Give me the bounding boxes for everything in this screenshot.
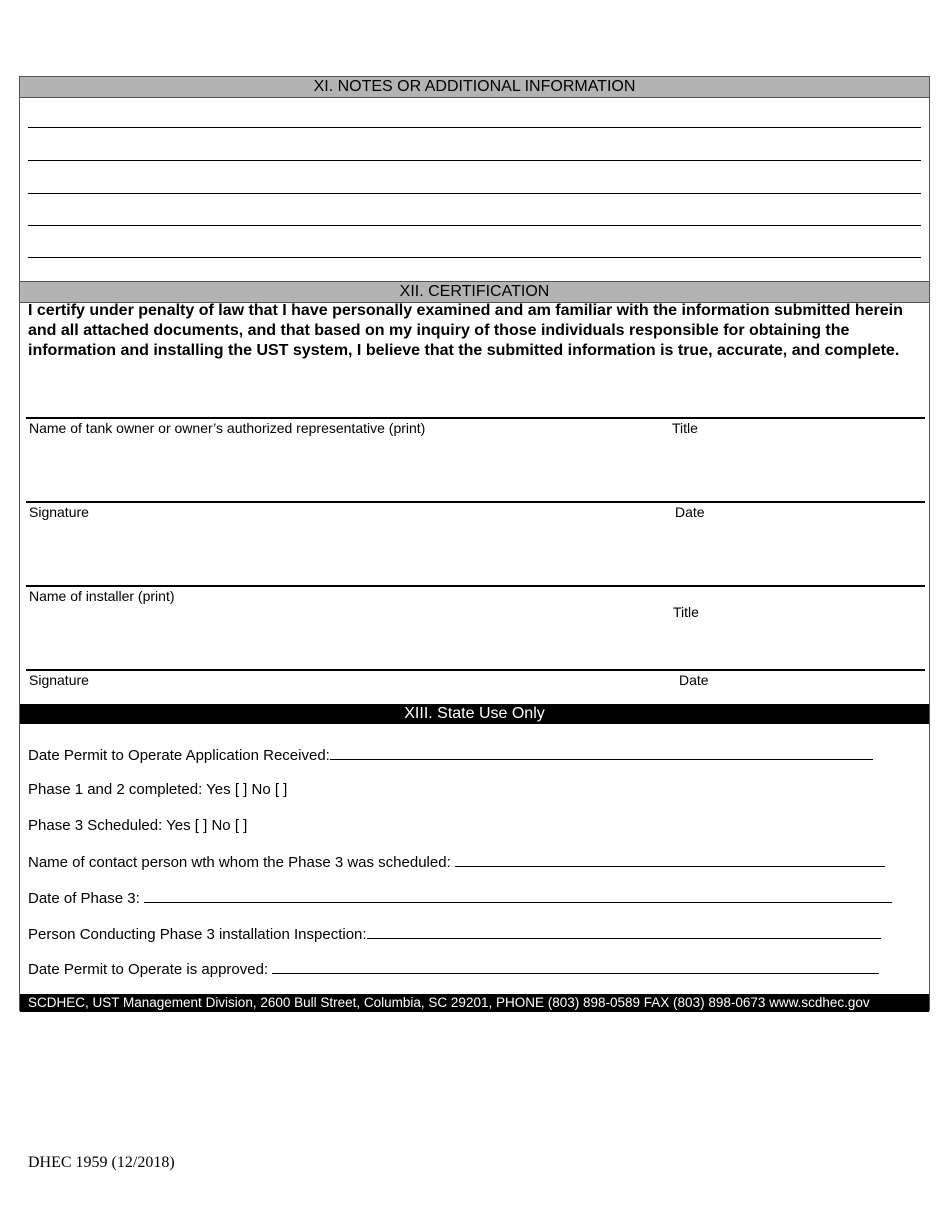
notes-line-1[interactable] [28, 127, 921, 128]
state-row-phase3-scheduled[interactable]: Phase 3 Scheduled: Yes [ ] No [ ] [28, 817, 248, 834]
section-state-use-header: XIII. State Use Only [20, 704, 929, 724]
owner-signature-label: Signature [29, 504, 89, 520]
approved-date-field[interactable] [272, 959, 879, 974]
owner-name-label: Name of tank owner or owner’s authorized representative (print) [29, 420, 426, 436]
notes-line-4[interactable] [28, 225, 921, 226]
state-row-inspector: Person Conducting Phase 3 installation Inspection: [28, 924, 881, 943]
state-row-application-received: Date Permit to Operate Application Received: [28, 745, 873, 764]
state-row-phase12[interactable]: Phase 1 and 2 completed: Yes [ ] No [ ] [28, 781, 288, 798]
state-row-contact-person: Name of contact person wth whom the Phase 3 was scheduled: [28, 852, 885, 871]
certification-statement: I certify under penalty of law that I have personally examined and am familiar with the information submitted herein and all attached documents, and that based on my inquiry of those individuals responsible for obtaining the information and installing the UST system, I believe that the submitted information is true, accurate, and complete. [28, 302, 903, 359]
owner-date-label: Date [675, 504, 705, 520]
form-number: DHEC 1959 (12/2018) [28, 1154, 175, 1171]
installer-signature-field[interactable] [26, 669, 925, 671]
installer-signature-label: Signature [29, 672, 89, 688]
installer-date-label: Date [679, 672, 709, 688]
installer-name-field[interactable] [26, 585, 925, 587]
installer-title-label: Title [673, 604, 699, 620]
section-notes-header: XI. NOTES OR ADDITIONAL INFORMATION [20, 77, 929, 98]
owner-name-field[interactable] [26, 417, 925, 419]
owner-signature-field[interactable] [26, 501, 925, 503]
notes-line-3[interactable] [28, 193, 921, 194]
footer-contact: SCDHEC, UST Management Division, 2600 Bull Street, Columbia, SC 29201, PHONE (803) 898-0589 FAX (803) 898-0673 www.scdhec.gov [20, 994, 929, 1012]
phase3-date-field[interactable] [144, 888, 892, 903]
inspector-field[interactable] [367, 924, 881, 939]
form-container [19, 76, 930, 1011]
section-certification-header: XII. CERTIFICATION [20, 281, 929, 303]
notes-line-5[interactable] [28, 257, 921, 258]
state-row-phase3-date: Date of Phase 3: [28, 888, 892, 907]
application-received-field[interactable] [330, 745, 873, 760]
notes-line-2[interactable] [28, 160, 921, 161]
state-row-approved: Date Permit to Operate is approved: [28, 959, 879, 978]
installer-name-label: Name of installer (print) [29, 588, 175, 604]
contact-person-field[interactable] [455, 852, 885, 867]
owner-title-label: Title [672, 420, 698, 436]
